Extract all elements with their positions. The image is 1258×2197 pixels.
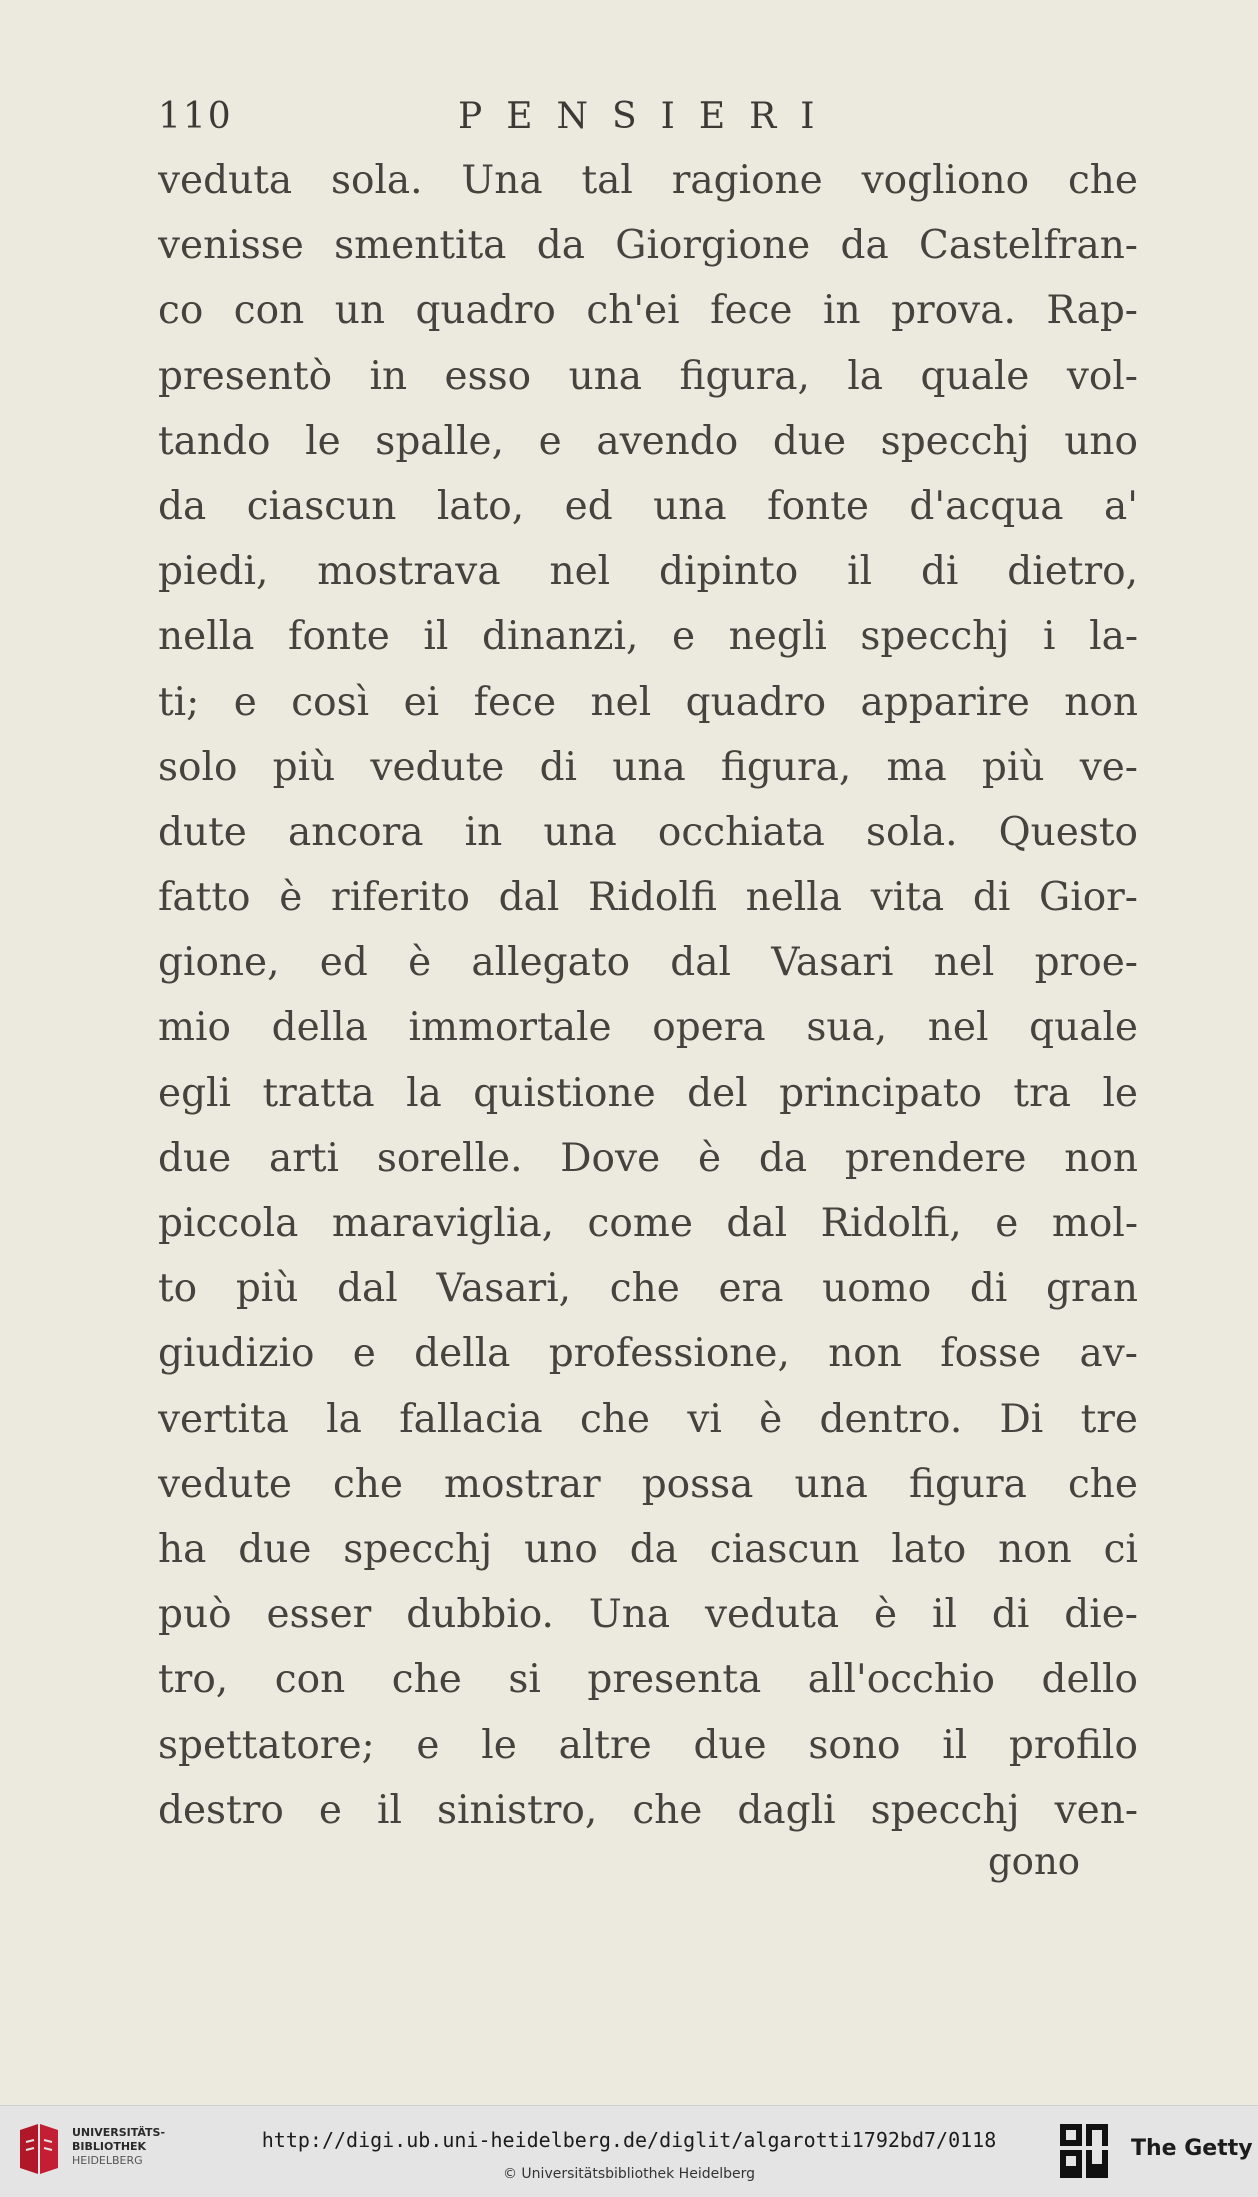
partner-name: The Getty <box>1131 2136 1253 2161</box>
footer-bar <box>0 2105 1258 2197</box>
text-line: venisse smentita da Giorgione da Castelfran- <box>158 223 1138 269</box>
text-line: giudizio e della professione, non fosse av- <box>158 1331 1138 1377</box>
text-line: ha due specchj uno da ciascun lato non ci <box>158 1526 1138 1572</box>
text-line: presentò in esso una figura, la quale vol- <box>158 353 1138 399</box>
text-line: da ciascun lato, ed una fonte d'acqua a' <box>158 483 1138 529</box>
text-line: può esser dubbio. Una veduta è il di die- <box>158 1592 1138 1638</box>
page-header <box>158 96 1138 146</box>
text-line: spettatore; e le altre due sono il profilo <box>158 1722 1138 1768</box>
institution-line: UNIVERSITÄTS- <box>72 2126 166 2139</box>
text-line: piccola maraviglia, come dal Ridolfi, e mol- <box>158 1201 1138 1246</box>
institution-line: HEIDELBERG <box>72 2154 143 2167</box>
page-number: 110 <box>158 96 233 137</box>
text-line: egli tratta la quistione del principato tra le <box>158 1070 1138 1116</box>
text-line: solo più vedute di una figura, ma più ve- <box>158 744 1138 790</box>
text-line: gione, ed è allegato dal Vasari nel proe- <box>158 940 1138 986</box>
text-line: tando le spalle, e avendo due specchj uno <box>158 418 1138 464</box>
text-line: fatto è riferito dal Ridolfi nella vita di Gior- <box>158 875 1138 921</box>
text-line: piedi, mostrava nel dipinto il di dietro, <box>158 549 1138 595</box>
permalink-url[interactable]: http://digi.ub.uni-heidelberg.de/diglit/algarotti1792bd7/0118 <box>261 2128 997 2152</box>
text-line: vertita la fallacia che vi è dentro. Di tre <box>158 1396 1138 1442</box>
text-line: dute ancora in una occhiata sola. Questo <box>158 809 1138 855</box>
institution-line: BIBLIOTHEK <box>72 2140 147 2153</box>
text-line: co con un quadro ch'ei fece in prova. Rap- <box>158 288 1138 334</box>
text-line: tro, con che si presenta all'occhio dello <box>158 1657 1138 1703</box>
text-line: due arti sorelle. Dove è da prendere non <box>158 1135 1138 1181</box>
text-line: ti; e così ei fece nel quadro apparire non <box>158 679 1138 725</box>
running-title: PENSIERI <box>458 96 839 137</box>
body-text <box>158 148 1138 1843</box>
text-line: vedute che mostrar possa una figura che <box>158 1461 1138 1507</box>
copyright-notice: © Universitätsbibliothek Heidelberg <box>502 2166 755 2182</box>
getty-logo-icon <box>1058 2122 1110 2182</box>
text-line: nella fonte il dinanzi, e negli specchj i la- <box>158 614 1138 660</box>
text-line: mio della immortale opera sua, nel quale <box>158 1005 1138 1051</box>
catchword: gono <box>988 1840 1081 1883</box>
text-line: to più dal Vasari, che era uomo di gran <box>158 1266 1138 1312</box>
text-line: destro e il sinistro, che dagli specchj ven- <box>158 1787 1138 1833</box>
text-line: veduta sola. Una tal ragione vogliono che <box>158 158 1138 203</box>
